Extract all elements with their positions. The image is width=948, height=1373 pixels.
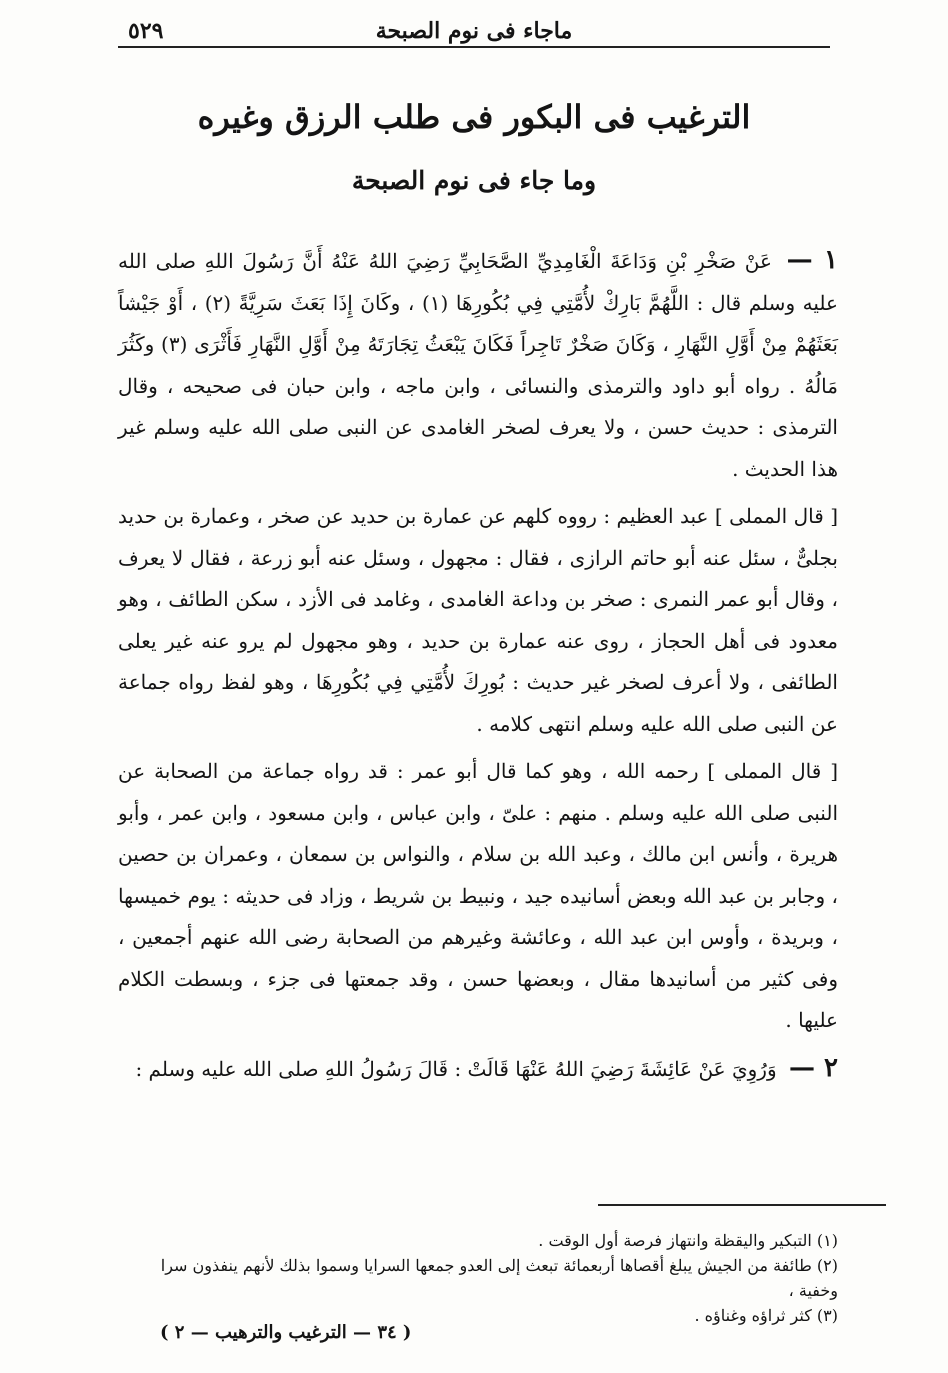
footnote: (٢) طائفة من الجيش يبلغ أقصاها أربعمائة تبعث إلى العدو جمعها السرايا وسموا بذلك لأنهم ينفذون سرا وخفية ، [160, 1256, 838, 1300]
footnote-rule [598, 1204, 886, 1206]
body-text [118, 240, 838, 1090]
footnote: (٣) كثر ثراؤه وغناؤه . [694, 1306, 838, 1325]
header-rule [118, 46, 830, 48]
commentary-2: [ قال المملى ] رحمه الله ، وهو كما قال أبو عمر : قد رواه جماعة من الصحابة عن النبى صلى الله عليه وسلم . منهم : علىّ ، وابن عباس ، وابن مسعود ، وابن عمر ، وأبو هريرة ، وأنس ابن مالك ، وعبد الله بن سلام ، والنواس بن سمعان ، وعمران بن حصين ، وجابر بن عبد الله وبعض أسانيده جيد ، ونبيط بن شريط ، وزاد فى حديثه : يوم خميسها ، وبريدة ، وأوس ابن عبد الله ، وعائشة وغيرهم من الصحابة رضى الله عنهم أجمعين ، وفى كثير من أسانيدها مقال ، وبعضها حسن ، وقد جمعتها فى جزء ، وبسطت الكلام عليها . [118, 759, 838, 1032]
hadith-number: ٢ — [788, 1052, 838, 1083]
running-title: ماجاء فى نوم الصبحة [375, 18, 573, 44]
chapter-title: الترغيب فى البكور فى طلب الرزق وغيره [197, 98, 751, 136]
hadith-number: ١ — [786, 245, 838, 275]
footnotes [118, 1228, 838, 1328]
footnote: (١) التبكير واليقظة وانتهاز فرصة أول الوقت . [538, 1231, 838, 1250]
chapter-subtitle: وما جاء فى نوم الصبحة [351, 166, 597, 195]
commentary-1: [ قال المملى ] عبد العظيم : رووه كلهم عن عمارة بن حديد عن صخر ، وعمارة بن حديد بجلىٌّ ، سئل عنه أبو حاتم الرازى ، فقال : مجهول ، وسئل عنه أبو زرعة ، فقال لا يعرف ، وقال أبو عمر النمرى : صخر بن وداعة الغامدى ، وغامد فى الأزد ، سكن الطائف ، وهو معدود فى أهل الحجاز ، روى عنه عمارة بن حديد ، وهو مجهول لم يرو عنه غير يعلى الطائفى ، ولا أعرف لصخر غير حديث : بُورِكَ لأُمَّتِي فِي بُكُورِهَا ، وهو لفظ رواه جماعة عن النبى صلى الله عليه وسلم انتهى كلامه . [118, 504, 838, 736]
page-number: ٥٢٩ [128, 18, 164, 44]
signature-mark: ( ٣٤ — الترغيب والترهيب — ٢ ) [160, 1322, 412, 1343]
hadith-text: عَنْ صَخْرِ بْنِ وَدَاعَةَ الْغَامِدِيِّ الصَّحَابِيِّ رَضِيَ اللهُ عَنْهُ أَنَّ رَسُولَ اللهِ صلى الله عليه وسلم قال : اللَّهُمَّ بَارِكْ لأُمَّتِي فِي بُكُورِهَا (١) ، وكَانَ إِذَا بَعَثَ سَرِيَّةً (٢) ، أَوْ جَيْشاً بَعَثَهُمْ مِنْ أَوَّلِ النَّهَارِ ، وَكَانَ صَخْرٌ تَاجِراً فَكَانَ يَبْعَثُ تِجَارَتَهُ مِنْ أَوَّلِ النَّهَارِ فَأَثْرَى (٣) وكَثُرَ مَالُهُ . رواه أبو داود والترمذى والنسائى ، وابن ماجه ، وابن حبان فى صحيحه ، وقال الترمذى : حديث حسن ، ولا يعرف لصخر الغامدى عن النبى صلى الله عليه وسلم غير هذا الحديث . [118, 249, 838, 481]
hadith-2 [118, 1048, 838, 1091]
hadith-1 [118, 240, 838, 490]
hadith-text: وَرُوِيَ عَنْ عَائِشَةَ رَضِيَ اللهُ عَنْهَا قَالَتْ : قَالَ رَسُولُ اللهِ صلى الله عليه وسلم : [135, 1056, 777, 1081]
